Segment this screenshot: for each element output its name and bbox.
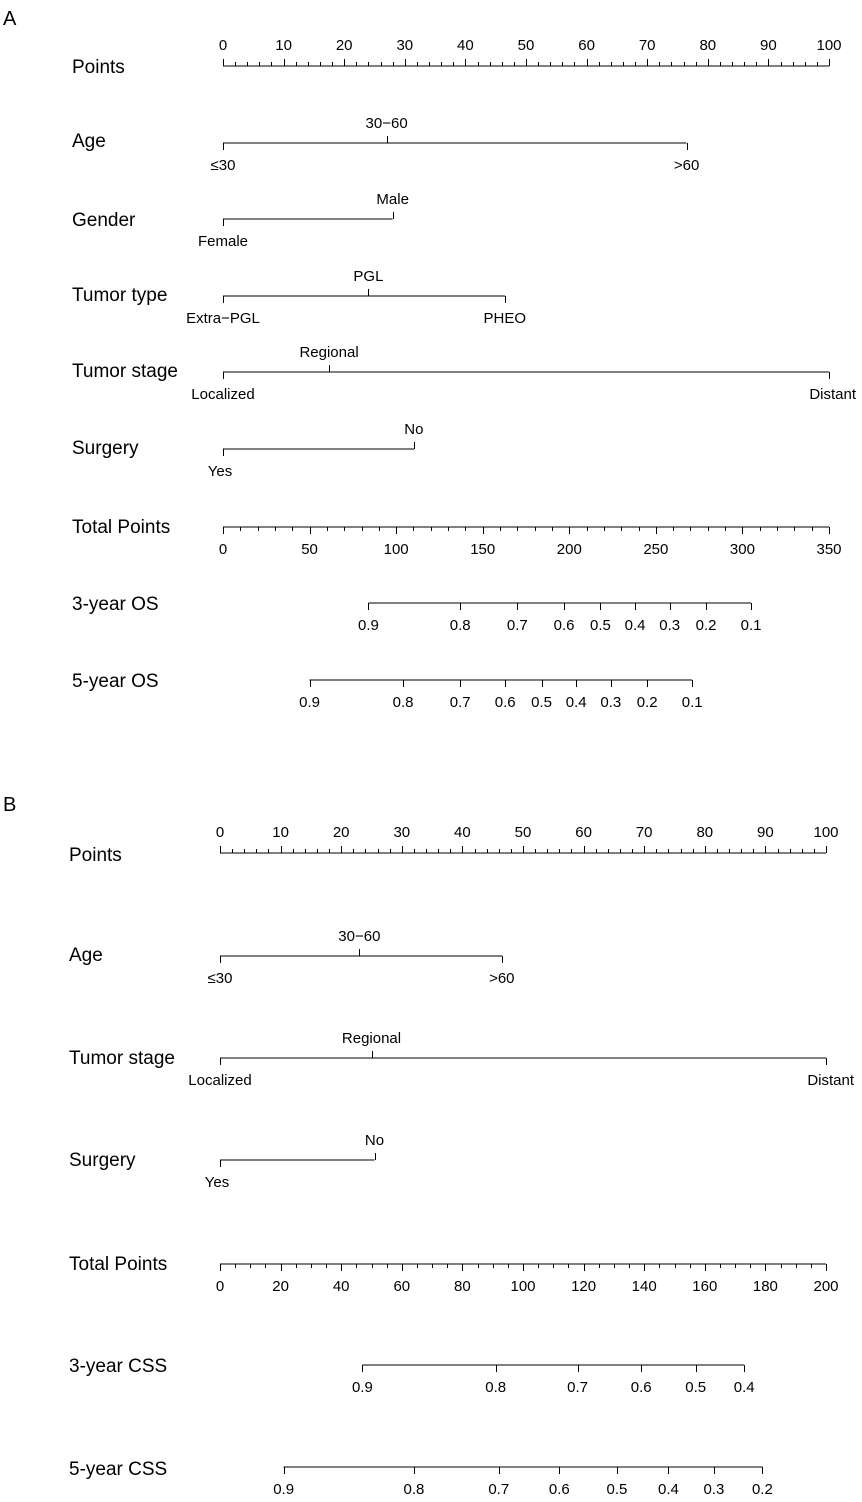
prob-tick-label: 0.6 (630, 1379, 652, 1396)
prob-tick-label: 0.3 (600, 694, 622, 711)
tick-label: 120 (571, 1278, 597, 1295)
tick-label: 200 (813, 1278, 839, 1295)
level-label: PHEO (483, 310, 527, 327)
tick-label: 40 (454, 824, 471, 841)
tick-label: 80 (699, 37, 717, 54)
tick-label: 70 (635, 824, 653, 841)
prob-tick-label: 0.8 (403, 1481, 425, 1498)
tick-label: 60 (575, 824, 592, 841)
tick-label: 50 (514, 824, 532, 841)
row-label: Total Points (72, 517, 171, 538)
level-label: PGL (353, 268, 384, 285)
prob-tick-label: 0.6 (553, 617, 575, 634)
prob-tick-label: 0.1 (681, 694, 703, 711)
row-label: Gender (72, 210, 136, 231)
tick-label: 50 (517, 37, 535, 54)
level-label: >60 (673, 157, 700, 174)
row-label: Age (69, 945, 103, 966)
tick-label: 90 (760, 37, 777, 54)
prob-tick-label: 0.7 (506, 617, 528, 634)
level-label: Male (376, 191, 409, 208)
level-label: No (364, 1132, 385, 1149)
tick-label: 30 (393, 824, 411, 841)
prob-tick-label: 0.9 (299, 694, 321, 711)
tick-label: 0 (215, 1278, 225, 1295)
row-label: 5-year CSS (69, 1459, 168, 1480)
row-label: Tumor stage (72, 361, 178, 382)
row-3-year-css (69, 1356, 755, 1396)
row-label: Points (69, 845, 122, 866)
prob-tick-label: 0.9 (358, 617, 379, 634)
panel-label: A (3, 8, 17, 30)
prob-tick-label: 0.5 (685, 1379, 707, 1396)
level-label: Distant (809, 386, 856, 403)
level-label: Localized (188, 1072, 252, 1089)
tick-label: 30 (396, 37, 414, 54)
tick-label: 100 (510, 1278, 536, 1295)
tick-label: 20 (272, 1278, 289, 1295)
row-label: Surgery (69, 1150, 136, 1171)
level-label: Female (197, 233, 249, 250)
row-label: 5-year OS (72, 671, 159, 692)
level-label: >60 (489, 970, 515, 987)
tick-label: 100 (383, 541, 409, 558)
row-total-points (72, 517, 842, 558)
prob-tick-label: 0.5 (590, 617, 611, 634)
level-label: Extra−PGL (186, 310, 260, 327)
row-total-points (69, 1254, 839, 1295)
tick-label: 80 (454, 1278, 471, 1295)
tick-label: 350 (816, 541, 842, 558)
prob-tick-label: 0.8 (485, 1379, 507, 1396)
level-label: ≤30 (207, 970, 233, 987)
row-age (72, 115, 699, 174)
nomogram-panel-a (3, 8, 857, 711)
tick-label: 20 (335, 37, 353, 54)
prob-tick-label: 0.1 (740, 617, 762, 634)
tick-label: 300 (729, 541, 755, 558)
level-label: Localized (191, 386, 255, 403)
prob-tick-label: 0.7 (449, 694, 471, 711)
tick-label: 0 (218, 541, 228, 558)
level-label: Yes (204, 1174, 230, 1191)
row-5-year-css (69, 1459, 773, 1498)
panel-label: B (3, 794, 17, 816)
tick-label: 70 (638, 37, 656, 54)
tick-label: 10 (275, 37, 292, 54)
tick-label: 10 (272, 824, 289, 841)
row-label: Points (72, 57, 125, 78)
prob-tick-label: 0.8 (392, 694, 414, 711)
row-label: Tumor stage (69, 1048, 175, 1069)
level-label: Regional (299, 344, 359, 361)
tick-label: 180 (752, 1278, 778, 1295)
prob-tick-label: 0.7 (488, 1481, 510, 1498)
tick-label: 0 (215, 824, 225, 841)
prob-tick-label: 0.4 (733, 1379, 755, 1396)
tick-label: 60 (393, 1278, 411, 1295)
prob-tick-label: 0.2 (695, 617, 717, 634)
row-label: 3-year OS (72, 594, 159, 615)
row-label: 3-year CSS (69, 1356, 168, 1377)
prob-tick-label: 0.4 (565, 694, 587, 711)
prob-tick-label: 0.2 (751, 1481, 773, 1498)
prob-tick-label: 0.5 (531, 694, 553, 711)
tick-label: 50 (301, 541, 318, 558)
prob-tick-label: 0.6 (494, 694, 516, 711)
tick-label: 60 (578, 37, 595, 54)
prob-tick-label: 0.9 (351, 1379, 373, 1396)
prob-tick-label: 0.2 (636, 694, 658, 711)
prob-tick-label: 0.4 (624, 617, 646, 634)
prob-tick-label: 0.6 (548, 1481, 570, 1498)
tick-label: 90 (757, 824, 774, 841)
row-tumor-type (72, 268, 526, 327)
tick-label: 100 (816, 37, 842, 54)
tick-label: 250 (643, 541, 669, 558)
tick-label: 200 (556, 541, 582, 558)
tick-label: 140 (631, 1278, 657, 1295)
row-tumor-stage (69, 1030, 855, 1089)
tick-label: 160 (692, 1278, 718, 1295)
tick-label: 0 (218, 37, 228, 54)
tick-label: 40 (332, 1278, 350, 1295)
tick-label: 150 (470, 541, 496, 558)
row-label: Tumor type (72, 285, 168, 306)
prob-tick-label: 0.7 (567, 1379, 588, 1396)
row-5-year-os (72, 671, 703, 711)
level-label: No (404, 421, 424, 438)
level-label: ≤30 (210, 157, 236, 174)
row-label: Surgery (72, 438, 139, 459)
level-label: Distant (807, 1072, 854, 1089)
level-label: 30−60 (365, 115, 408, 132)
prob-tick-label: 0.4 (658, 1481, 679, 1498)
row-points (72, 37, 842, 78)
tick-label: 40 (457, 37, 474, 54)
prob-tick-label: 0.8 (449, 617, 471, 634)
prob-tick-label: 0.9 (273, 1481, 295, 1498)
row-age (69, 928, 515, 987)
prob-tick-label: 0.3 (703, 1481, 725, 1498)
level-label: 30−60 (338, 928, 381, 945)
prob-tick-label: 0.3 (659, 617, 681, 634)
prob-tick-label: 0.5 (606, 1481, 628, 1498)
row-points (69, 824, 839, 866)
row-surgery (72, 421, 423, 480)
row-label: Age (72, 131, 106, 152)
level-label: Yes (207, 463, 233, 480)
tick-label: 80 (696, 824, 714, 841)
nomogram-panel-b (3, 794, 855, 1498)
row-surgery (69, 1132, 384, 1191)
level-label: Regional (341, 1030, 402, 1047)
row-label: Total Points (69, 1254, 168, 1275)
row-gender (72, 191, 409, 250)
tick-label: 20 (332, 824, 350, 841)
row-3-year-os (72, 594, 762, 634)
row-tumor-stage (72, 344, 857, 403)
tick-label: 100 (813, 824, 839, 841)
